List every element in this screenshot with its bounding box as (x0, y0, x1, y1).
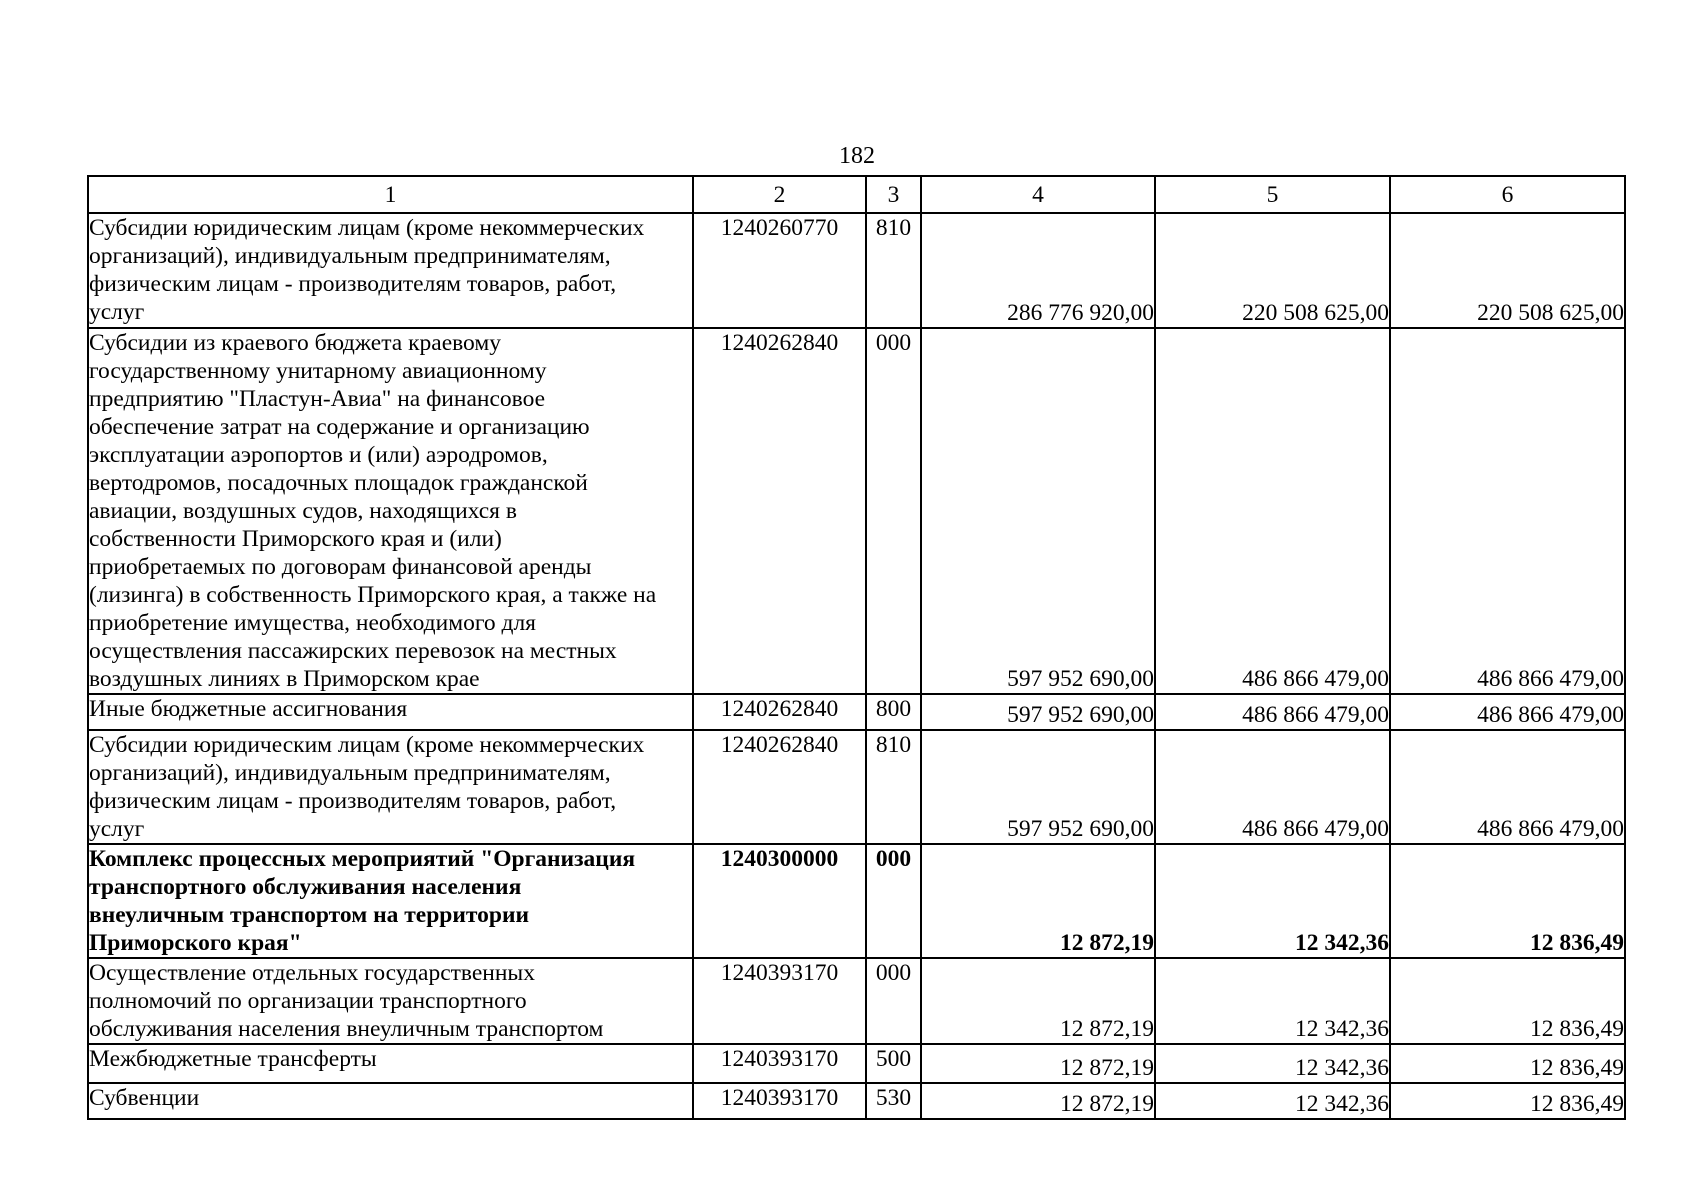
row-value-col5: 12 342,36 (1155, 844, 1390, 958)
row-value-col4: 597 952 690,00 (921, 694, 1155, 730)
table-row (88, 958, 1625, 1044)
row-value-col6: 486 866 479,00 (1390, 694, 1625, 730)
row-value-col4: 12 872,19 (921, 1083, 1155, 1119)
row-description: Субвенции (88, 1083, 693, 1119)
row-type-code: 530 (866, 1083, 921, 1119)
row-description: Комплекс процессных мероприятий "Организация транспортного обслуживания населения внеуличным транспортом на территории Приморского края" (88, 844, 693, 958)
row-value-col5: 486 866 479,00 (1155, 730, 1390, 844)
row-value-col5: 12 342,36 (1155, 1044, 1390, 1083)
row-description: Субсидии из краевого бюджета краевому государственному унитарному авиационному предприятию "Пластун-Авиа" на финансовое обеспечение затрат на содержание и организацию эксплуатации аэропортов и (или) аэродромов, вертодромов, посадочных площадок гражданской авиации, воздушных судов, находящихся в собственности Приморского края и (или) приобретаемых по договорам финансовой аренды (лизинга) в собственность Приморского края, а также на приобретение имущества, необходимого для осуществления пассажирских перевозок на местных воздушных линиях в Приморском крае (88, 328, 693, 694)
row-code: 1240300000 (693, 844, 866, 958)
row-code: 1240262840 (693, 730, 866, 844)
row-description: Субсидии юридическим лицам (кроме некоммерческих организаций), индивидуальным предпринимателям, физическим лицам - производителям товаров, работ, услуг (88, 730, 693, 844)
row-type-code: 500 (866, 1044, 921, 1083)
table-row (88, 844, 1625, 958)
row-value-col6: 12 836,49 (1390, 958, 1625, 1044)
row-value-col6: 12 836,49 (1390, 1044, 1625, 1083)
row-value-col6: 12 836,49 (1390, 844, 1625, 958)
row-description: Межбюджетные трансферты (88, 1044, 693, 1083)
table-row (88, 328, 1625, 694)
row-value-col4: 286 776 920,00 (921, 213, 1155, 328)
row-value-col5: 486 866 479,00 (1155, 694, 1390, 730)
row-value-col4: 12 872,19 (921, 1044, 1155, 1083)
row-value-col5: 12 342,36 (1155, 958, 1390, 1044)
table-header (88, 176, 1625, 213)
row-value-col6: 486 866 479,00 (1390, 328, 1625, 694)
header-cell: 1 (88, 176, 693, 213)
row-code: 1240262840 (693, 694, 866, 730)
row-value-col4: 597 952 690,00 (921, 730, 1155, 844)
header-cell: 4 (921, 176, 1155, 213)
header-cell: 2 (693, 176, 866, 213)
header-row (88, 176, 1625, 213)
row-value-col4: 12 872,19 (921, 958, 1155, 1044)
page-number: 182 (839, 143, 875, 169)
row-value-col6: 220 508 625,00 (1390, 213, 1625, 328)
row-code: 1240262840 (693, 328, 866, 694)
row-code: 1240393170 (693, 958, 866, 1044)
row-value-col5: 220 508 625,00 (1155, 213, 1390, 328)
row-type-code: 800 (866, 694, 921, 730)
row-description: Субсидии юридическим лицам (кроме некоммерческих организаций), индивидуальным предпринимателям, физическим лицам - производителям товаров, работ, услуг (88, 213, 693, 328)
header-cell: 5 (1155, 176, 1390, 213)
row-type-code: 000 (866, 328, 921, 694)
row-code: 1240393170 (693, 1083, 866, 1119)
table-row (88, 730, 1625, 844)
budget-table (87, 175, 1626, 1120)
table-row (88, 213, 1625, 328)
row-code: 1240393170 (693, 1044, 866, 1083)
row-type-code: 810 (866, 730, 921, 844)
row-value-col4: 597 952 690,00 (921, 328, 1155, 694)
table-body (88, 213, 1625, 1119)
row-value-col4: 12 872,19 (921, 844, 1155, 958)
row-type-code: 810 (866, 213, 921, 328)
row-value-col6: 12 836,49 (1390, 1083, 1625, 1119)
table-row (88, 694, 1625, 730)
header-cell: 3 (866, 176, 921, 213)
row-value-col5: 486 866 479,00 (1155, 328, 1390, 694)
row-type-code: 000 (866, 844, 921, 958)
table-row (88, 1044, 1625, 1083)
row-description: Иные бюджетные ассигнования (88, 694, 693, 730)
row-value-col5: 12 342,36 (1155, 1083, 1390, 1119)
header-cell: 6 (1390, 176, 1625, 213)
table-row (88, 1083, 1625, 1119)
row-code: 1240260770 (693, 213, 866, 328)
row-description: Осуществление отдельных государственных полномочий по организации транспортного обслуживания населения внеуличным транспортом (88, 958, 693, 1044)
row-value-col6: 486 866 479,00 (1390, 730, 1625, 844)
row-type-code: 000 (866, 958, 921, 1044)
